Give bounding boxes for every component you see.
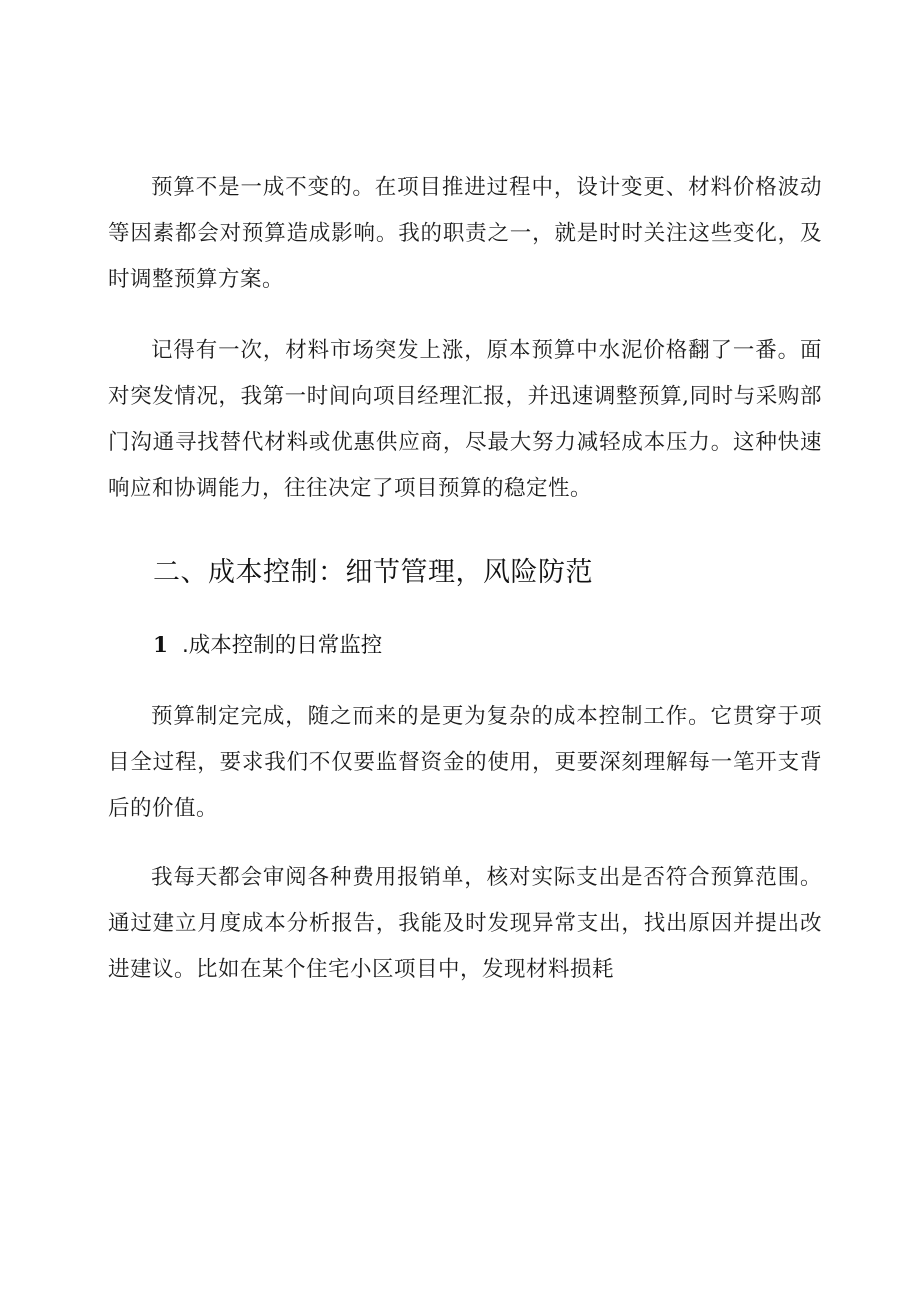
- paragraph-budget-adjustment: 预算不是一成不变的。在项目推进过程中，设计变更、材料价格波动等因素都会对预算造成影响。我的职责之一，就是时时关注这些变化，及时调整预算方案。: [108, 175, 822, 292]
- document-body: [108, 165, 822, 993]
- section-heading-cost-control: 二、成本控制：细节管理，风险防范: [153, 557, 593, 588]
- paragraph-cost-control-intro: 预算制定完成，随之而来的是更为复杂的成本控制工作。它贯穿于项目全过程，要求我们不仅要监督资金的使用，更要深刻理解每一笔开支背后的价值。: [108, 704, 822, 821]
- subsection-number: 1: [153, 633, 168, 658]
- paragraph-expense-review: 我每天都会审阅各种费用报销单，核对实际支出是否符合预算范围。通过建立月度成本分析报告，我能及时发现异常支出，找出原因并提出改进建议。比如在某个住宅小区项目中，发现材料损耗: [108, 865, 822, 982]
- subsection-title: .成本控制的日常监控: [181, 633, 383, 658]
- subsection-heading-daily-monitoring: [108, 626, 822, 666]
- paragraph-cement-price-example: 记得有一次，材料市场突发上涨，原本预算中水泥价格翻了一番。面对突发情况，我第一时间向项目经理汇报，并迅速调整预算,同时与采购部门沟通寻找替代材料或优惠供应商，尽最大努力减轻成本压力。这种快速响应和协调能力，往往决定了项目预算的稳定性。: [108, 338, 822, 501]
